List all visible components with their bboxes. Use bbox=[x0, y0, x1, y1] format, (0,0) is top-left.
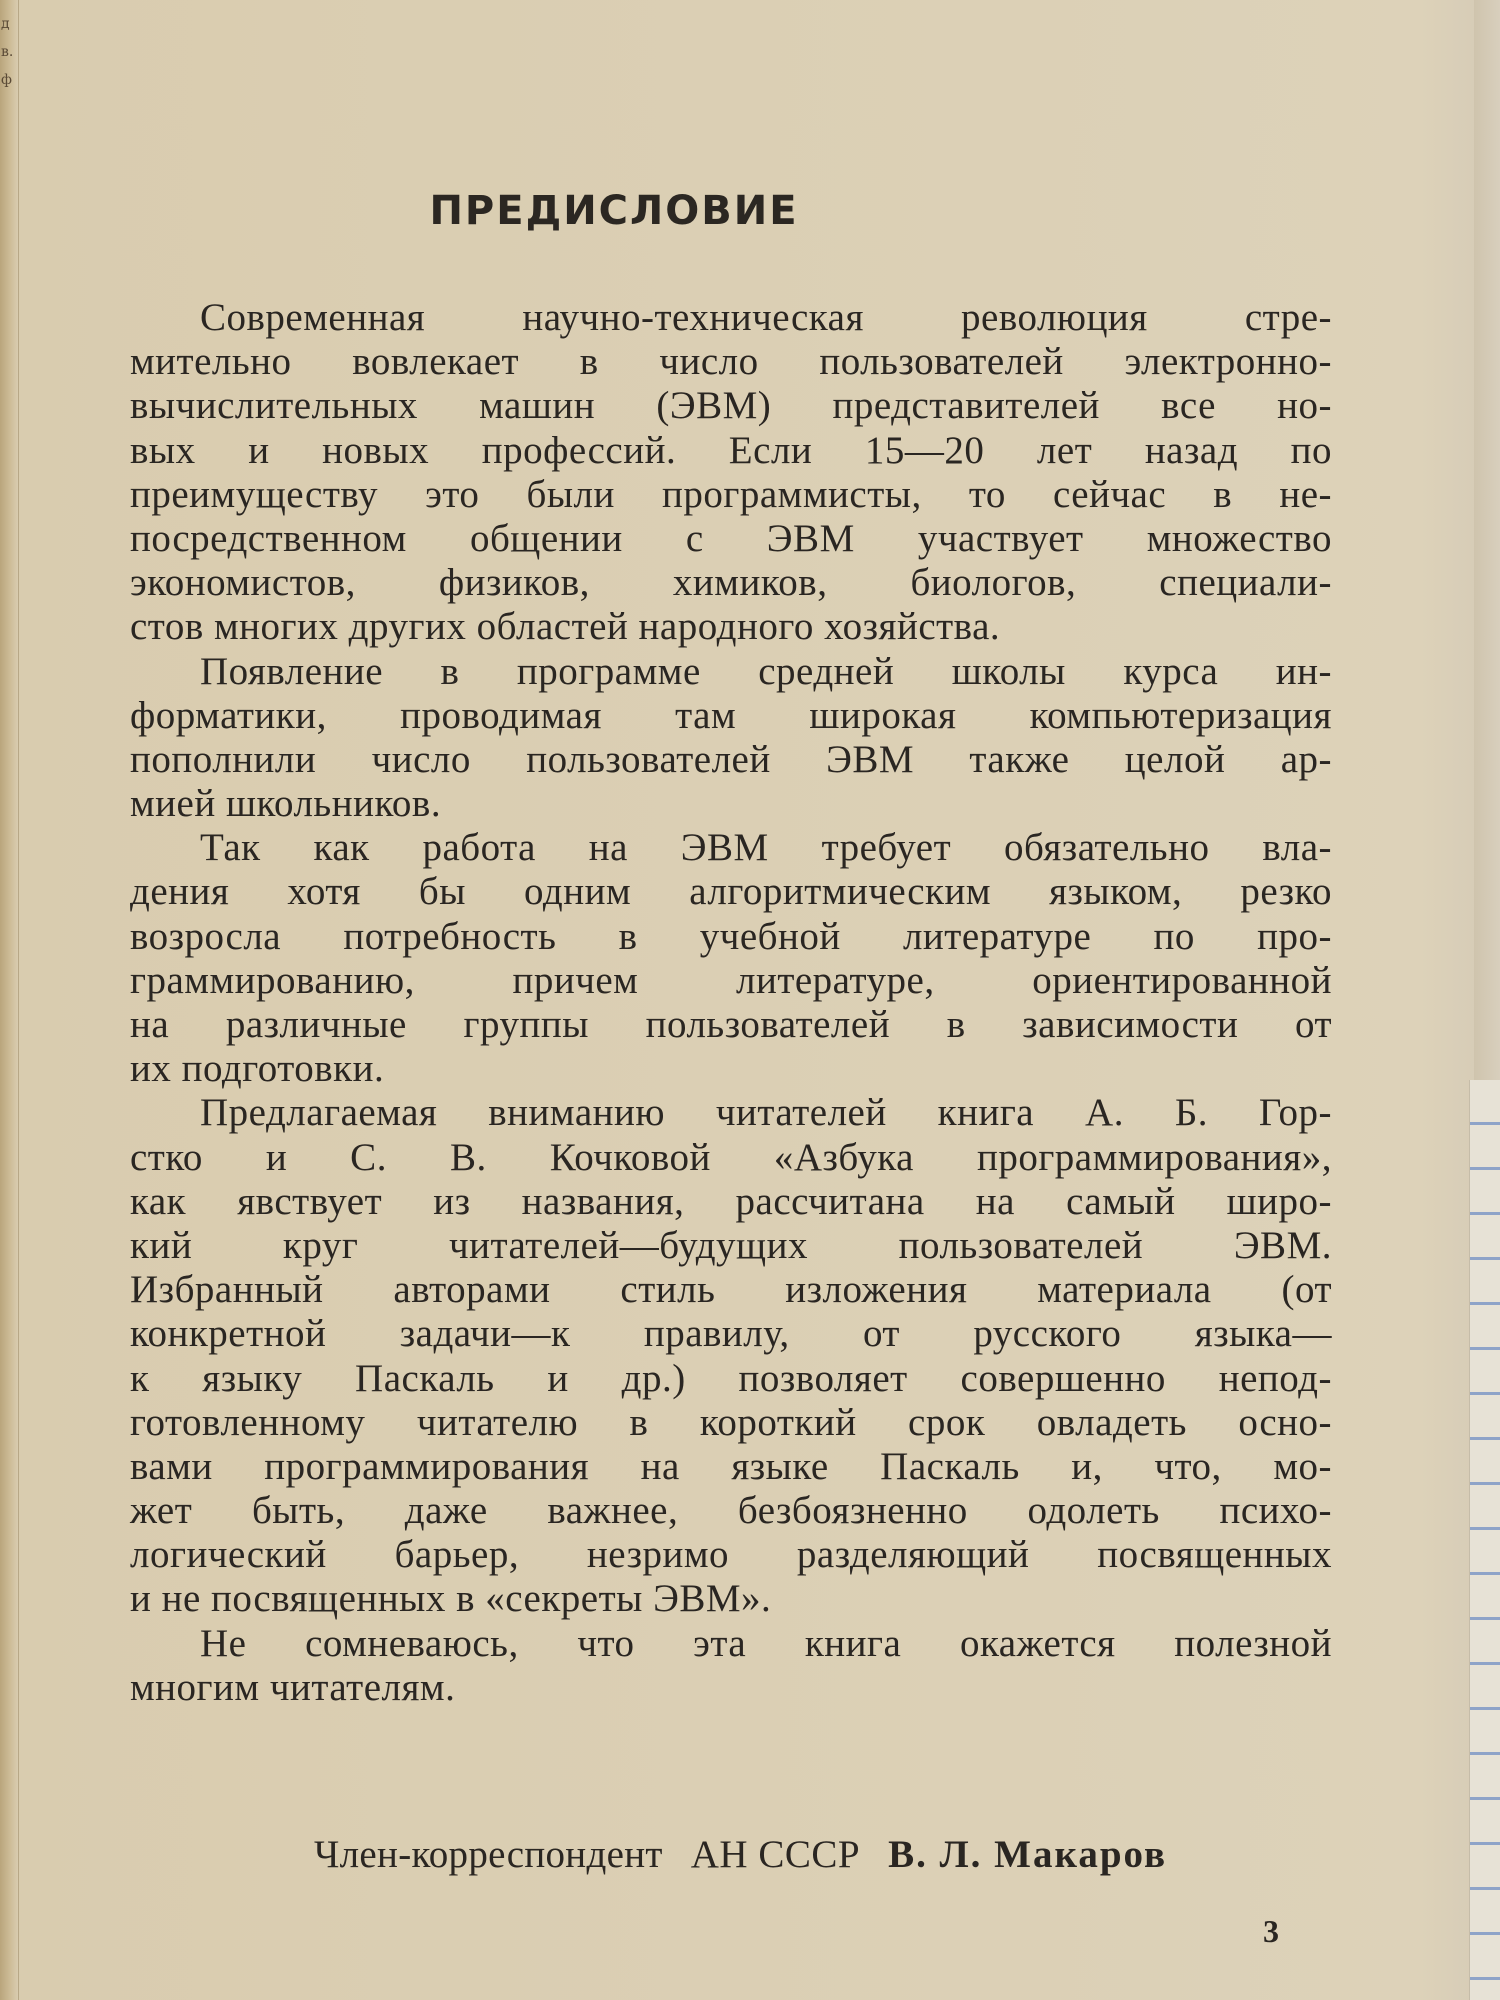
signature-title: Член-корреспондент bbox=[314, 1833, 663, 1876]
text-line: Появление в программе средней школы курса ин- bbox=[200, 649, 1332, 693]
text-line: стов многих других областей народного хозяйства. bbox=[130, 605, 1001, 649]
text-line: кий круг читателей—будущих пользователей ЭВМ. bbox=[130, 1223, 1332, 1267]
signature-name: В. Л. Макаров bbox=[888, 1833, 1168, 1876]
text-line: на различные группы пользователей в зависимости от bbox=[130, 1003, 1332, 1046]
text-line: форматики, проводимая там широкая компьютеризация bbox=[130, 693, 1332, 737]
text-line: конкретной задачи—к правилу, от русского языка— bbox=[130, 1312, 1332, 1356]
text-line: вых и новых профессий. Если 15—20 лет назад по bbox=[130, 428, 1332, 472]
text-line: вами программирования на языке Паскаль и, что, мо- bbox=[130, 1444, 1332, 1488]
text-line: Современная научно-техническая революция стре- bbox=[200, 296, 1332, 339]
adjacent-page-strip bbox=[0, 0, 19, 2000]
text-line: готовленному читателю в короткий срок овладеть осно- bbox=[130, 1400, 1332, 1444]
paragraph-1 bbox=[130, 296, 1332, 650]
signature bbox=[314, 1832, 1294, 1877]
text-line: и не посвященных в «секреты ЭВМ». bbox=[130, 1577, 772, 1621]
text-line: мией школьников. bbox=[130, 782, 442, 826]
text-line: посредственном общении с ЭВМ участвует множество bbox=[130, 516, 1332, 560]
adjacent-page-glyphs: дв.ф bbox=[1, 16, 14, 88]
paragraph-2 bbox=[130, 650, 1332, 827]
text-line: мительно вовлекает в число пользователей электронно- bbox=[130, 340, 1332, 384]
text-line: жет быть, даже важнее, безбоязненно одолеть психо- bbox=[130, 1489, 1332, 1533]
text-line: Предлагаемая вниманию читателей книга А. Б. Гор- bbox=[200, 1091, 1332, 1135]
text-line: стко и С. В. Кочковой «Азбука программирования», bbox=[130, 1135, 1332, 1179]
page-title: ПРЕДИСЛОВИЕ bbox=[429, 188, 799, 234]
text-line: логический барьер, незримо разделяющий посвященных bbox=[130, 1533, 1332, 1577]
text-line: как явствует из названия, рассчитана на самый широ- bbox=[130, 1179, 1332, 1223]
text-line: к языку Паскаль и др.) позволяет совершенно непод- bbox=[130, 1356, 1332, 1400]
paragraph-4 bbox=[130, 1091, 1332, 1621]
text-line: граммированию, причем литературе, ориентированной bbox=[130, 958, 1332, 1002]
paragraph-5 bbox=[130, 1622, 1332, 1710]
notebook-lined-edge bbox=[1469, 1080, 1500, 2000]
text-line: вычислительных машин (ЭВМ) представителей все но- bbox=[130, 384, 1332, 428]
preface-body bbox=[130, 296, 1332, 1710]
text-line: преимуществу это были программисты, то сейчас в не- bbox=[130, 472, 1332, 516]
paragraph-3 bbox=[130, 826, 1332, 1091]
text-line: их подготовки. bbox=[130, 1047, 385, 1091]
text-line: дения хотя бы одним алгоритмическим языком, резко bbox=[130, 870, 1332, 914]
text-line: пополнили число пользователей ЭВМ также целой ар- bbox=[130, 737, 1332, 781]
text-line: многим читателям. bbox=[130, 1665, 456, 1709]
page-right-edge bbox=[1474, 0, 1500, 1080]
text-line: Так как работа на ЭВМ требует обязательно вла- bbox=[200, 826, 1332, 870]
page-number: 3 bbox=[1263, 1913, 1279, 1949]
text-line: возросла потребность в учебной литературе по про- bbox=[130, 914, 1332, 958]
text-line: экономистов, физиков, химиков, биологов, специали- bbox=[130, 561, 1332, 605]
text-line: Избранный авторами стиль изложения материала (от bbox=[130, 1268, 1332, 1312]
book-page bbox=[18, 0, 1470, 2000]
text-line: Не сомневаюсь, что эта книга окажется полезной bbox=[200, 1621, 1332, 1665]
signature-organization: АН СССР bbox=[690, 1833, 861, 1876]
